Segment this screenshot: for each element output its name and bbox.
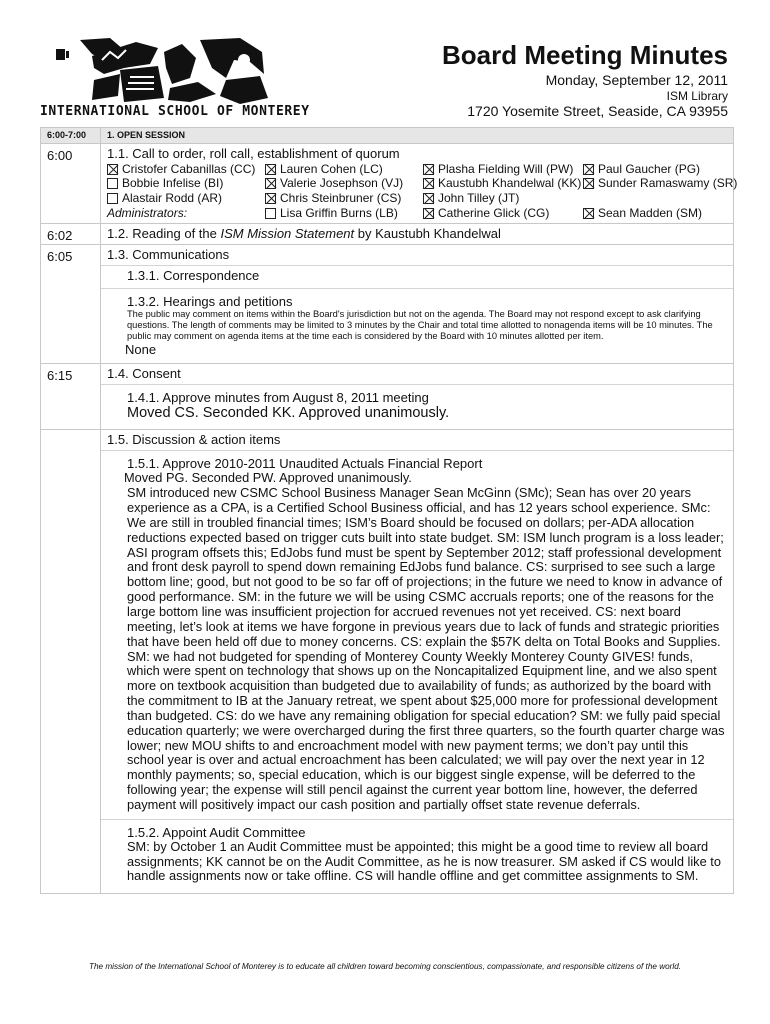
school-name: INTERNATIONAL SCHOOL OF MONTEREY	[40, 104, 310, 119]
attendee	[265, 206, 423, 221]
attendee-name: Paul Gaucher (PG)	[598, 161, 701, 176]
unchecked-box-icon	[107, 193, 118, 204]
subitem-title: 1.5.2. Appoint Audit Committee	[127, 824, 306, 840]
school-logo-graphic	[40, 38, 270, 104]
item-title: 1.3. Communications	[107, 247, 230, 263]
subitem-discussion: SM introduced new CSMC School Business Manager Sean McGinn (SMc); Sean has over 20 years experience as a CPA, is a Certified School Business official, and has 12 years school experience. SMc: We are still in troubled financial times; ISM’s Board should be focused on dollars; per-ADA allocation reductions expected based on trigger cuts built into state budget. SM: ISM lunch program is a loss leader; ASI program offsets this; EdJobs fund must be spent by September 2012; staff professional development and front desk payroll to spend down remaining EdJobs fund balance. CS: surprised to see such a large bottom line; good, but not good to be so far off of projections; in the future we need to know in advance of good performance. SM: in the future we will be using CSMC accruals reports; one of the reasons for the large bottom line was insufficient projection for accrued revenues not yet received. CS: next board meeting, let’s look at items we have forgone in previous years due to lack of funds and strategic priorities that have been held off due to money concerns. CS: explain the $57K delta on Total Books and Supplies. SM: we had not budgeted for spending of Monterey County Weekly Monterey County GIVES! funds, which were spent on technology that shows up on the Noncapitalized Equipment line, and we also spent more on textbook acquisition than budgeted due to availability of funds; as authorized by the board with the commitment to IB at the January retreat, we spent about $25,000 more for professional development than budgeted. CS: do we have any remaining obligation for special education? SM: we fully paid special education quarterly; we were overcharged during the first three quarters, so the fourth quarter charge was lower; new MOU shifts to and encroachment model with new payment terms; we don’t pay until this school year is over and actual encroachment has been calculated; we will pay over the next year in 12 monthly payments; so, special education, which is our biggest single expense, will be deferred to the following year; the expense will still pencil against the current year bottom line, however, the deferred payment will positively impact our cash position and partially offset state revenue deferrals.	[127, 485, 725, 812]
meeting-date: Monday, September 12, 2011	[545, 72, 728, 88]
attendee-name: Bobbie Infelise (BI)	[122, 176, 224, 191]
item-title: 1.4. Consent	[107, 366, 181, 382]
item-time: 6:02	[47, 228, 73, 244]
checked-box-icon	[583, 208, 594, 219]
attendee-name: Sean Madden (SM)	[598, 205, 703, 220]
item-title	[100, 224, 733, 244]
agenda-row-1-3	[41, 245, 733, 364]
attendee	[107, 191, 265, 206]
meeting-address: 1720 Yosemite Street, Seaside, CA 93955	[467, 103, 728, 119]
agenda-row-1-2	[41, 224, 733, 245]
mission-statement-ref: ISM Mission Statement	[220, 226, 355, 242]
checked-box-icon	[423, 178, 434, 189]
document-header	[442, 40, 728, 120]
open-session-row	[41, 128, 733, 144]
subitem-motion: Moved PG. Seconded PW. Approved unanimously.	[124, 470, 412, 486]
attendee-name: Catherine Glick (CG)	[438, 205, 550, 220]
document-title: Board Meeting Minutes	[441, 40, 728, 70]
item-title-suffix: by Kaustubh Khandelwal	[354, 226, 501, 242]
item-title-prefix: 1.2. Reading of the	[107, 226, 221, 242]
hearings-result: None	[125, 342, 157, 358]
attendee	[265, 177, 423, 192]
subitem-hearings	[101, 288, 733, 360]
attendee	[265, 162, 423, 177]
attendee-name: Sunder Ramaswamy (SR)	[598, 176, 738, 191]
attendee-name: Lauren Cohen (LC)	[280, 161, 383, 176]
subitem-correspondence	[101, 265, 733, 288]
subitem-approve-minutes	[101, 384, 733, 426]
attendee	[423, 206, 583, 221]
attendee-name: Alastair Rodd (AR)	[122, 190, 223, 205]
checked-box-icon	[423, 208, 434, 219]
checked-box-icon	[583, 178, 594, 189]
checked-box-icon	[423, 193, 434, 204]
attendee-name: Administrators:	[107, 205, 188, 220]
attendee-name: Cristofer Cabanillas (CC)	[122, 161, 256, 176]
subitem-title: 1.4.1. Approve minutes from August 8, 2011 meeting	[127, 390, 429, 406]
attendee	[423, 162, 583, 177]
subitem-discussion: SM: by October 1 an Audit Committee must be appointed; this might be a good time to review all board assignments; KK cannot be on the Audit Committee, as he is now treasurer. SM asked if CS would like to handle assignments now or take offline. CS will handle offline and get committee assignments to SM.	[127, 838, 721, 884]
subitem-title: 1.3.1. Correspondence	[127, 268, 260, 284]
attendee	[423, 191, 583, 206]
item-time: 6:05	[47, 249, 73, 265]
attendee-name: Valerie Josephson (VJ)	[280, 176, 404, 191]
open-session-time: 6:00-7:00	[47, 130, 87, 140]
item-time: 6:00	[47, 148, 73, 163]
attendee	[583, 191, 723, 206]
agenda-row-1-5	[41, 430, 733, 893]
checked-box-icon	[265, 164, 276, 175]
attendee-name: Plasha Fielding Will (PW)	[438, 161, 574, 176]
attendee-name: John Tilley (JT)	[438, 190, 520, 205]
checked-box-icon	[265, 178, 276, 189]
attendee	[107, 177, 265, 192]
attendee-name: Lisa Griffin Burns (LB)	[280, 205, 398, 220]
agenda-row-1-4	[41, 364, 733, 430]
attendee	[265, 191, 423, 206]
hearings-note: The public may comment on items within the Board's jurisdiction but not on the agenda. The Board may not respond except to ask clarifying questions. The length of comments may be limited to 3 minutes by the Chair and total time allotted to nonagenda items will be 10 minutes. The public may comment on agenda items at the time each is considered by the Board with 10 minutes allotted per item.	[127, 309, 713, 342]
subitem-audit-committee	[101, 819, 733, 891]
checked-box-icon	[583, 164, 594, 175]
unchecked-box-icon	[107, 178, 118, 189]
subitem-financial-report	[101, 450, 733, 818]
attendee	[423, 177, 583, 192]
checked-box-icon	[107, 164, 118, 175]
item-title: 1.1. Call to order, roll call, establishment of quorum	[107, 146, 400, 161]
checked-box-icon	[423, 164, 434, 175]
attendee	[583, 162, 723, 177]
agenda-row-1-1	[41, 144, 738, 224]
attendee-name: Kaustubh Khandelwal (KK)	[438, 176, 582, 191]
attendee	[107, 206, 265, 221]
mission-footer: The mission of the International School of Monterey is to educate all children toward becoming conscientious, compassionate, and responsible citizens of the world.	[88, 962, 682, 971]
item-title: 1.5. Discussion & action items	[107, 432, 281, 448]
item-time: 6:15	[47, 368, 73, 384]
subitem-result: Moved CS. Seconded KK. Approved unanimously.	[127, 405, 450, 422]
open-session-label: 1. OPEN SESSION	[100, 128, 733, 143]
attendee-name: Chris Steinbruner (CS)	[280, 190, 402, 205]
attendee	[583, 206, 723, 221]
minutes-table	[40, 127, 738, 894]
attendee	[583, 176, 738, 192]
meeting-venue: ISM Library	[666, 89, 728, 103]
item-time	[41, 430, 100, 893]
unchecked-box-icon	[265, 208, 276, 219]
checked-box-icon	[265, 193, 276, 204]
subitem-title: 1.5.1. Approve 2010-2011 Unaudited Actuals Financial Report	[127, 456, 483, 472]
attendance-grid	[107, 161, 738, 220]
attendee	[107, 162, 265, 177]
subitem-title: 1.3.2. Hearings and petitions	[127, 294, 293, 310]
